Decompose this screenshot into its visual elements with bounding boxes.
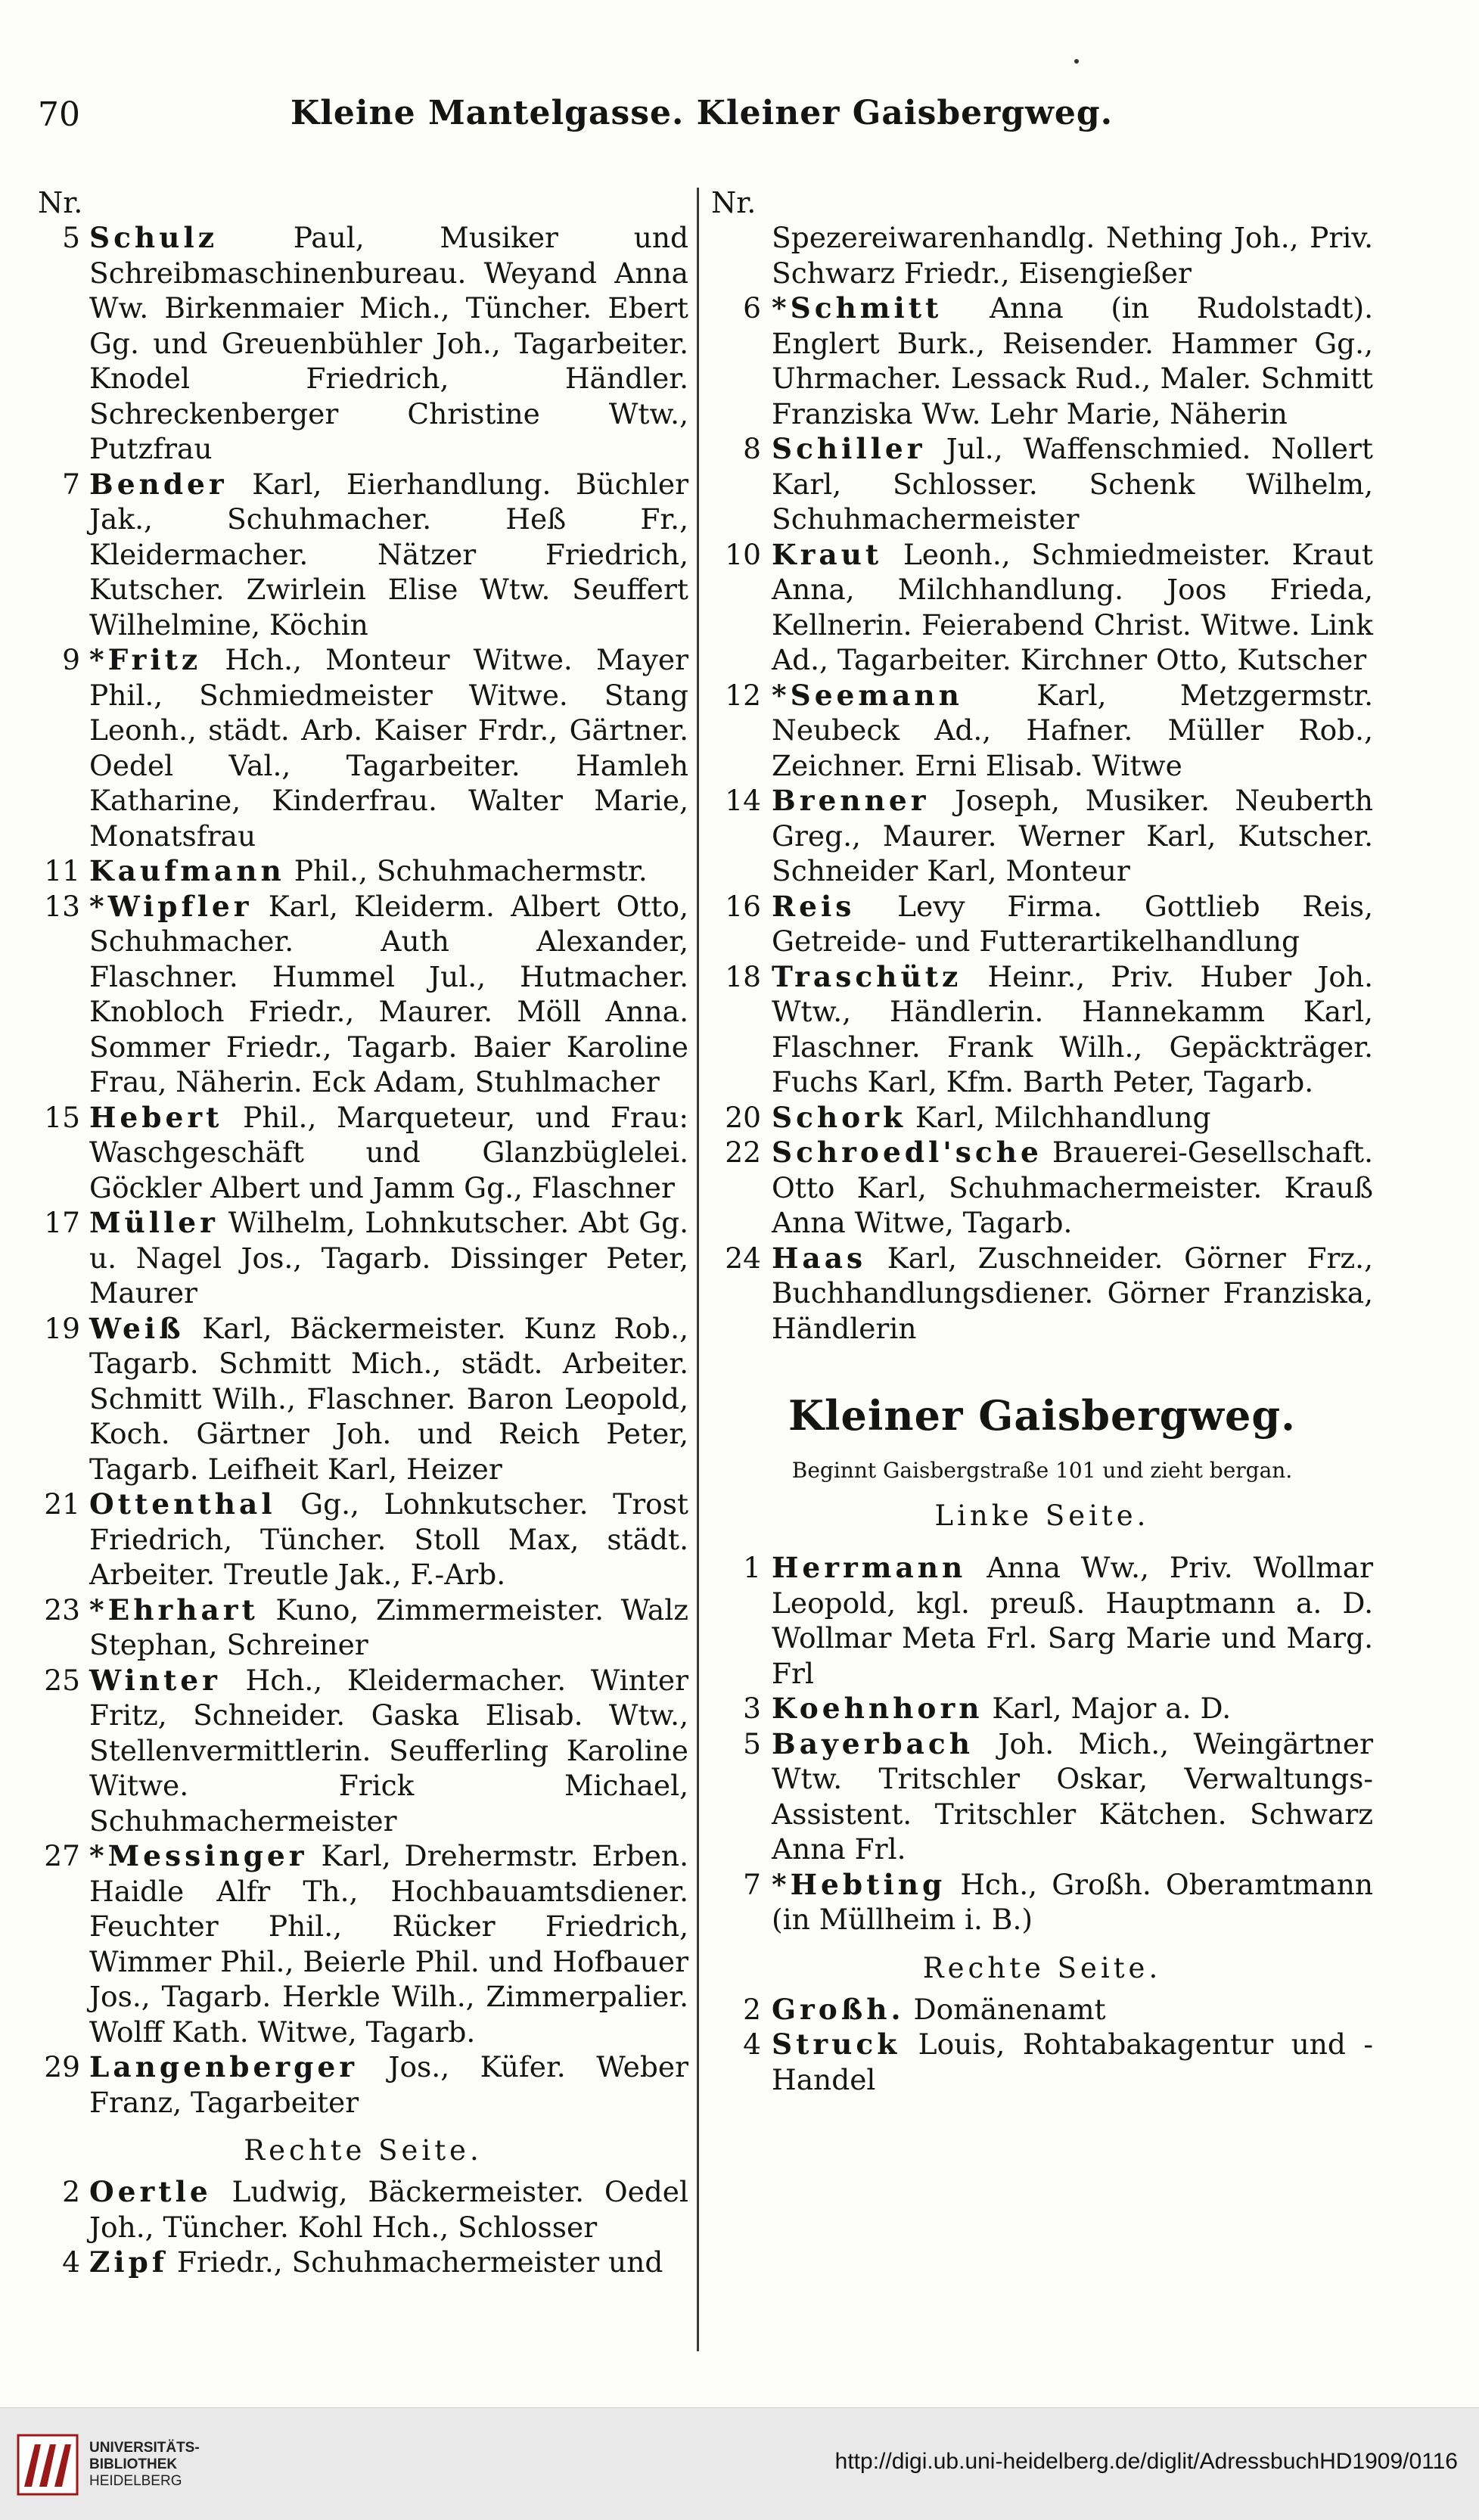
house-number: 21 <box>44 1487 80 1521</box>
house-number: 9 <box>62 643 80 676</box>
house-number: 15 <box>44 1100 80 1134</box>
resident-name: Oertle <box>89 2175 212 2208</box>
entry-list <box>711 1550 1373 1937</box>
address-entry <box>38 1100 688 1206</box>
address-entry <box>711 678 1373 784</box>
entry-text: Levy Firma. Gottlieb Reis, Getreide- und Futterartikelhandlung <box>772 889 1373 958</box>
address-entry <box>38 1663 688 1839</box>
house-number: 25 <box>44 1663 80 1697</box>
page-number: 70 <box>38 95 80 134</box>
entry-text: Hch., Monteur Witwe. Mayer Phil., Schmiedmeister Witwe. Stang Leonh., städt. Arb. Kaiser Frdr., Gärtner. Oedel Val., Tagarbeiter. Hamleh Katharine, Kinderfrau. Walter Marie, Monatsfrau <box>89 643 689 853</box>
entry-text: Gg., Lohnkutscher. Trost Friedrich, Tüncher. Stoll Max, städt. Arbeiter. Treutle Jak., F.-Arb. <box>89 1487 689 1591</box>
house-number: 2 <box>62 2175 80 2208</box>
resident-name: *Ehrhart <box>89 1592 259 1627</box>
page-header <box>38 89 1366 150</box>
entry-text: Joseph, Musiker. Neuberth Greg., Maurer. Werner Karl, Kutscher. Schneider Karl, Monteur <box>772 784 1373 887</box>
address-entry <box>711 1867 1373 1937</box>
section-head-right-side: Rechte Seite. <box>922 1951 1162 1984</box>
spacer <box>711 1540 1373 1550</box>
column-divider <box>697 188 699 2351</box>
resident-name: Schork <box>772 1100 906 1134</box>
entry-text: Karl, Eierhandlung. Büchler Jak., Schuhmacher. Heß Fr., Kleidermacher. Nätzer Friedrich, Kutscher. Zwirlein Elise Wtw. Seuffert Wilhelmine, Köchin <box>89 467 688 642</box>
resident-name: Großh. <box>772 1992 905 2026</box>
address-entry <box>711 1135 1373 1241</box>
entry-list <box>711 291 1373 1346</box>
resident-name: Müller <box>89 1206 219 1239</box>
house-number: 16 <box>725 889 761 923</box>
entry-text: Jos., Küfer. Weber Franz, Tagarbeiter <box>89 2050 688 2119</box>
address-entry <box>711 1726 1373 1867</box>
resident-name: Schiller <box>772 432 926 465</box>
entry-list <box>38 2174 688 2280</box>
entry-text: Karl, Major a. D. <box>992 1692 1232 1725</box>
house-number: 8 <box>743 432 761 465</box>
entry-text: Karl, Metzgermstr. Neubeck Ad., Hafner. Müller Rob., Zeichner. Erni Elisab. Witwe <box>772 678 1373 782</box>
entry-text: Kuno, Zimmermeister. Walz Stephan, Schreiner <box>89 1592 688 1661</box>
house-number: 1 <box>743 1551 761 1584</box>
entry-text: Paul, Musiker und Schreibmaschinenbureau. Weyand Anna Ww. Birkenmaier Mich., Tüncher. Ebert Gg. und Greuenbühler Joh., Tagarbeiter. Knodel Friedrich, Händler. Schreckenberger Christine Wtw., Putzfrau <box>89 221 688 465</box>
continuation-entry <box>711 220 1373 291</box>
resident-name: Schroedl'sche <box>772 1136 1042 1169</box>
footer-bar <box>0 2407 1479 2520</box>
address-entry <box>38 853 688 889</box>
resident-name: Weiß <box>89 1311 185 1345</box>
house-number: 27 <box>44 1839 80 1872</box>
logo-line: BIBLIOTHEK <box>89 2456 178 2472</box>
resident-name: Hebert <box>89 1100 223 1134</box>
house-number: 4 <box>62 2245 80 2279</box>
resident-name: Haas <box>772 1241 867 1275</box>
house-number: 7 <box>743 1867 761 1901</box>
entry-text: Anna Ww., Priv. Wollmar Leopold, kgl. preuß. Hauptmann a. D. Wollmar Meta Frl. Sarg Marie und Marg. Frl <box>772 1551 1374 1690</box>
address-entry <box>711 1241 1373 1347</box>
resident-name: *Hebting <box>772 1867 946 1901</box>
resident-name: *Messinger <box>89 1839 308 1872</box>
address-entry <box>38 889 688 1100</box>
entry-list <box>38 220 688 2120</box>
section-head-left-side: Linke Seite. <box>934 1499 1150 1532</box>
resident-name: Schulz <box>89 221 218 254</box>
resident-name: Brenner <box>772 784 930 817</box>
entry-text: Karl, Bäckermeister. Kunz Rob., Tagarb. Schmitt Mich., städt. Arbeiter. Schmitt Wilh., Flaschner. Baron Leopold, Koch. Gärtner Joh. und Reich Peter, Tagarb. Leifheit Karl, Heizer <box>89 1311 688 1486</box>
entry-text: Wilhelm, Lohnkutscher. Abt Gg. u. Nagel Jos., Tagarb. Dissinger Peter, Maurer <box>89 1206 689 1310</box>
resident-name: Reis <box>772 889 856 923</box>
resident-name: Kraut <box>772 537 883 571</box>
house-number: 17 <box>44 1206 80 1239</box>
address-entry <box>711 959 1373 1100</box>
section-head-right-side: Rechte Seite. <box>244 2134 483 2167</box>
address-entry <box>711 1100 1373 1136</box>
entry-text: Phil., Schuhmachermstr. <box>294 854 648 887</box>
entry-text: Brauerei-Gesellschaft. Otto Karl, Schuhmachermeister. Krauß Anna Witwe, Tagarb. <box>772 1136 1373 1239</box>
entry-text: Karl, Zuschneider. Görner Frz., Buchhandlungsdiener. Görner Franziska, Händlerin <box>772 1241 1373 1345</box>
address-entry <box>711 889 1373 959</box>
entry-text: Domänenamt <box>913 1992 1106 2026</box>
house-number: 3 <box>743 1692 761 1725</box>
address-entry <box>38 1592 688 1663</box>
house-number: 10 <box>725 537 761 571</box>
nr-label: Nr. <box>38 186 83 219</box>
house-number: 5 <box>62 221 80 254</box>
logo-line: HEIDELBERG <box>89 2473 182 2489</box>
house-number: 14 <box>725 784 761 817</box>
resident-name: *Seemann <box>772 678 963 712</box>
resident-name: Traschütz <box>772 959 962 993</box>
street-title: Kleiner Gaisbergweg. <box>788 1391 1296 1440</box>
address-entry <box>711 1691 1373 1726</box>
house-number: 29 <box>44 2050 80 2083</box>
nr-label: Nr. <box>711 186 757 219</box>
house-number: 19 <box>44 1311 80 1345</box>
resident-name: *Wipfler <box>89 889 253 923</box>
entry-text: Spezereiwarenhandlg. Nething Joh., Priv. Schwarz Friedr., Eisengießer <box>772 221 1373 290</box>
source-url-link[interactable]: http://digi.ub.uni-heidelberg.de/diglit/AdressbuchHD1909/0116 <box>834 2449 1458 2474</box>
house-number: 22 <box>725 1136 761 1169</box>
entry-text: Phil., Marqueteur, und Frau: Waschgeschäft und Glanzbüglelei. Göckler Albert und Jamm Gg., Flaschner <box>89 1100 689 1204</box>
entry-text: Louis, Rohtabakagentur und -Handel <box>772 2027 1374 2096</box>
house-number: 5 <box>743 1726 761 1760</box>
address-entry <box>38 2174 688 2245</box>
address-entry <box>711 1992 1373 2027</box>
address-entry <box>38 1487 688 1592</box>
address-entry <box>38 1311 688 1487</box>
entry-text: Karl, Kleiderm. Albert Otto, Schuhmacher. Auth Alexander, Flaschner. Hummel Jul., Hutmacher. Knobloch Friedr., Maurer. Möll Anna. Sommer Friedr., Tagarb. Baier Karoline Frau, Näherin. Eck Adam, Stuhlmacher <box>89 889 688 1098</box>
address-entry <box>38 1838 688 2049</box>
resident-name: Koehnhorn <box>772 1692 983 1725</box>
resident-name: Bayerbach <box>772 1726 974 1760</box>
entry-list <box>711 1992 1373 2098</box>
house-number: 23 <box>44 1592 80 1627</box>
house-number: 18 <box>725 959 761 993</box>
logo-line: UNIVERSITÄTS- <box>89 2440 200 2456</box>
address-entry <box>711 783 1373 889</box>
house-number: 4 <box>743 2027 761 2061</box>
left-column <box>38 185 688 2280</box>
entry-text: Jul., Waffenschmied. Nollert Karl, Schlosser. Schenk Wilhelm, Schuhmachermeister <box>772 432 1373 536</box>
house-number: 20 <box>725 1100 761 1134</box>
address-entry <box>711 2027 1373 2097</box>
resident-name: Bender <box>89 467 228 501</box>
entry-text: Karl, Drehermstr. Erben. Haidle Alfr Th., Hochbauamtsdiener. Feuchter Phil., Rücker Friedrich, Wimmer Phil., Beierle Phil. und Hofbauer Jos., Tagarb. Herkle Wilh., Zimmerpalier. Wolff Kath. Witwe, Tagarb. <box>89 1839 688 2049</box>
address-entry <box>38 2049 688 2120</box>
house-number: 11 <box>44 854 80 887</box>
address-entry <box>711 431 1373 537</box>
entry-text: Anna (in Rudolstadt). Englert Burk., Reisender. Hammer Gg., Uhrmacher. Lessack Rud., Maler. Schmitt Franziska Ww. Lehr Marie, Näherin <box>772 291 1373 430</box>
house-number: 6 <box>743 291 761 325</box>
house-number: 24 <box>725 1241 761 1275</box>
running-title: Kleine Mantelgasse. Kleiner Gaisbergweg. <box>290 94 1114 132</box>
address-entry <box>38 1205 688 1311</box>
resident-name: Struck <box>772 2027 901 2061</box>
ink-dot <box>1074 59 1079 64</box>
entry-text: Hch., Großh. Oberamtmann (in Müllheim i. B.) <box>772 1867 1373 1936</box>
resident-name: Herrmann <box>772 1551 967 1584</box>
street-subtitle: Beginnt Gaisbergstraße 101 und zieht bergan. <box>791 1458 1293 1483</box>
house-number: 7 <box>62 467 80 501</box>
address-entry <box>711 291 1373 431</box>
resident-name: *Fritz <box>89 643 202 676</box>
house-number: 12 <box>725 678 761 712</box>
entry-text: Heinr., Priv. Huber Joh. Wtw., Händlerin. Hannekamm Karl, Flaschner. Frank Wilh., Gepäckträger. Fuchs Karl, Kfm. Barth Peter, Tagarb. <box>772 959 1374 1098</box>
entry-text: Joh. Mich., Weingärtner Wtw. Tritschler Oskar, Verwaltungs-Assistent. Tritschler Kätchen. Schwarz Anna Frl. <box>772 1726 1374 1866</box>
address-entry <box>711 1550 1373 1691</box>
resident-name: Zipf <box>89 2245 168 2279</box>
entry-text: Friedr., Schuhmachermeister und <box>176 2245 663 2279</box>
right-column <box>711 185 1373 2097</box>
entry-text: Ludwig, Bäckermeister. Oedel Joh., Tüncher. Kohl Hch., Schlosser <box>89 2175 688 2244</box>
house-number: 2 <box>743 1992 761 2026</box>
library-name <box>89 2440 200 2490</box>
address-entry <box>38 2245 688 2280</box>
address-entry <box>38 467 688 643</box>
entry-text: Hch., Kleidermacher. Winter Fritz, Schneider. Gaska Elisab. Wtw., Stellenvermittlerin. Seufferling Karoline Witwe. Frick Michael, Schuhmachermeister <box>89 1663 688 1838</box>
library-logo-icon <box>17 2434 79 2496</box>
resident-name: Ottenthal <box>89 1487 276 1521</box>
resident-name: Winter <box>89 1663 221 1697</box>
resident-name: Langenberger <box>89 2050 358 2083</box>
address-entry <box>711 537 1373 678</box>
address-entry <box>38 220 688 467</box>
address-entry <box>38 642 688 853</box>
resident-name: *Schmitt <box>772 291 943 325</box>
entry-text: Leonh., Schmiedmeister. Kraut Anna, Milchhandlung. Joos Frieda, Kellnerin. Feierabend Christ. Witwe. Link Ad., Tagarbeiter. Kirchner Otto, Kutscher <box>772 537 1374 676</box>
entry-text: Karl, Milchhandlung <box>915 1100 1211 1134</box>
resident-name: Kaufmann <box>89 854 285 887</box>
house-number: 13 <box>44 889 80 923</box>
